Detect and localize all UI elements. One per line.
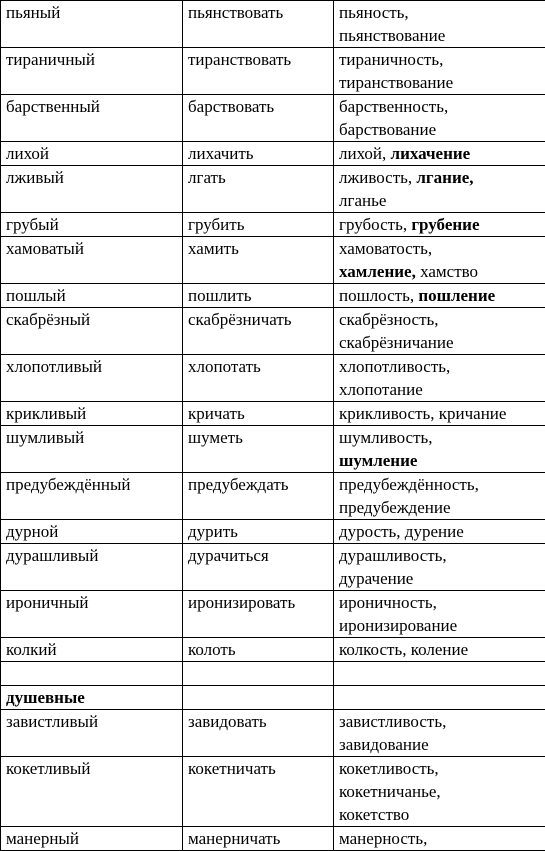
table-row <box>1 213 545 237</box>
noun-form: барственность, <box>339 97 448 116</box>
adjective-cell: колкий <box>1 638 183 662</box>
noun-form: хамоватость, <box>339 239 432 258</box>
adjective-cell: манерный <box>1 827 183 851</box>
verb-cell: тиранствовать <box>183 48 334 95</box>
adjective-cell: хлопотливый <box>1 355 183 402</box>
noun-cell <box>334 284 545 308</box>
noun-form: кокетство <box>339 805 409 824</box>
noun-form: тираничность, <box>339 50 443 69</box>
table-body <box>1 1 545 851</box>
table-row <box>1 142 545 166</box>
table-row <box>1 662 545 686</box>
noun-cell <box>334 710 545 757</box>
table-row <box>1 473 545 520</box>
adjective-cell <box>1 662 183 686</box>
noun-form: скабрёзничание <box>339 333 454 352</box>
noun-cell <box>334 662 545 686</box>
noun-form: манерность, <box>339 829 427 848</box>
noun-cell <box>334 757 545 827</box>
noun-cell <box>334 520 545 544</box>
adjective-cell: хамоватый <box>1 237 183 284</box>
table-row <box>1 757 545 827</box>
section-heading: душевные <box>1 686 183 710</box>
noun-form: тиранствование <box>339 73 453 92</box>
noun-cell <box>334 213 545 237</box>
noun-cell <box>334 426 545 473</box>
verb-cell: кокетничать <box>183 757 334 827</box>
table-row <box>1 355 545 402</box>
noun-cell <box>334 308 545 355</box>
table-row <box>1 520 545 544</box>
verb-cell: колоть <box>183 638 334 662</box>
noun-form: крикливость, кричание <box>339 404 506 423</box>
table-row <box>1 402 545 426</box>
noun-form: завистливость, <box>339 712 446 731</box>
verb-cell: пошлить <box>183 284 334 308</box>
noun-form: предубеждение <box>339 498 451 517</box>
noun-form: колкость, коление <box>339 640 468 659</box>
noun-cell <box>334 686 545 710</box>
noun-form-bold: хамление, <box>339 262 416 281</box>
noun-cell <box>334 142 545 166</box>
noun-form: кокетничанье, <box>339 782 441 801</box>
noun-form: грубость, <box>339 215 411 234</box>
noun-cell <box>334 638 545 662</box>
table-row <box>1 638 545 662</box>
table-row <box>1 95 545 142</box>
noun-form-bold: грубение <box>411 215 479 234</box>
adjective-cell: пьяный <box>1 1 183 48</box>
noun-form: дурачение <box>339 569 413 588</box>
table-row <box>1 166 545 213</box>
noun-form: пьянствование <box>339 26 445 45</box>
noun-form-bold: пошление <box>418 286 495 305</box>
noun-cell <box>334 48 545 95</box>
adjective-cell: предубеждённый <box>1 473 183 520</box>
adjective-cell: кокетливый <box>1 757 183 827</box>
verb-cell: хамить <box>183 237 334 284</box>
verb-cell: грубить <box>183 213 334 237</box>
noun-cell <box>334 473 545 520</box>
verb-cell: лгать <box>183 166 334 213</box>
adjective-cell: барственный <box>1 95 183 142</box>
noun-form: барствование <box>339 120 436 139</box>
table-row <box>1 544 545 591</box>
noun-form: ироничность, <box>339 593 437 612</box>
verb-cell: хлопотать <box>183 355 334 402</box>
adjective-cell: грубый <box>1 213 183 237</box>
adjective-cell: тираничный <box>1 48 183 95</box>
noun-cell <box>334 166 545 213</box>
noun-form: лихой, <box>339 144 391 163</box>
table-row <box>1 284 545 308</box>
verb-cell: иронизировать <box>183 591 334 638</box>
verb-cell: лихачить <box>183 142 334 166</box>
verb-cell: пьянствовать <box>183 1 334 48</box>
adjective-cell: крикливый <box>1 402 183 426</box>
adjective-cell: шумливый <box>1 426 183 473</box>
adjective-cell: скабрёзный <box>1 308 183 355</box>
noun-cell <box>334 402 545 426</box>
adjective-cell: завистливый <box>1 710 183 757</box>
table-row <box>1 591 545 638</box>
table-row <box>1 426 545 473</box>
noun-cell <box>334 1 545 48</box>
noun-form: пьяность, <box>339 3 409 22</box>
adjective-cell: дурашливый <box>1 544 183 591</box>
verb-cell: кричать <box>183 402 334 426</box>
noun-form-bold: шумление <box>339 451 417 470</box>
noun-form: дурашливость, <box>339 546 447 565</box>
noun-form-bold: лгание, <box>416 168 473 187</box>
verb-cell <box>183 662 334 686</box>
verb-cell: шуметь <box>183 426 334 473</box>
verb-cell: предубеждать <box>183 473 334 520</box>
noun-form: хлопотание <box>339 380 423 399</box>
noun-cell <box>334 355 545 402</box>
adjective-cell: дурной <box>1 520 183 544</box>
verb-cell: скабрёзничать <box>183 308 334 355</box>
adjective-cell: лихой <box>1 142 183 166</box>
noun-form: лганье <box>339 191 386 210</box>
section-row <box>1 686 545 710</box>
noun-form: пошлость, <box>339 286 418 305</box>
noun-form: дурость, дурение <box>339 522 464 541</box>
table-row <box>1 237 545 284</box>
noun-form: скабрёзность, <box>339 310 439 329</box>
table-row <box>1 1 545 48</box>
noun-form: иронизирование <box>339 616 457 635</box>
noun-form: кокетливость, <box>339 759 439 778</box>
noun-form-bold: лихачение <box>391 144 471 163</box>
noun-form: хамство <box>416 262 478 281</box>
verb-cell: манерничать <box>183 827 334 851</box>
noun-cell <box>334 591 545 638</box>
adjective-cell: ироничный <box>1 591 183 638</box>
noun-form: предубеждённость, <box>339 475 479 494</box>
adjective-cell: пошлый <box>1 284 183 308</box>
noun-cell <box>334 544 545 591</box>
noun-form: шумливость, <box>339 428 433 447</box>
table-row <box>1 710 545 757</box>
adjective-cell: лживый <box>1 166 183 213</box>
verb-cell: дурачиться <box>183 544 334 591</box>
noun-form: лживость, <box>339 168 416 187</box>
table-row <box>1 48 545 95</box>
noun-form: завидование <box>339 735 429 754</box>
noun-cell <box>334 237 545 284</box>
verb-cell <box>183 686 334 710</box>
table-row <box>1 308 545 355</box>
verb-cell: барствовать <box>183 95 334 142</box>
verb-cell: завидовать <box>183 710 334 757</box>
verb-cell: дурить <box>183 520 334 544</box>
noun-cell <box>334 95 545 142</box>
noun-form: хлопотливость, <box>339 357 450 376</box>
